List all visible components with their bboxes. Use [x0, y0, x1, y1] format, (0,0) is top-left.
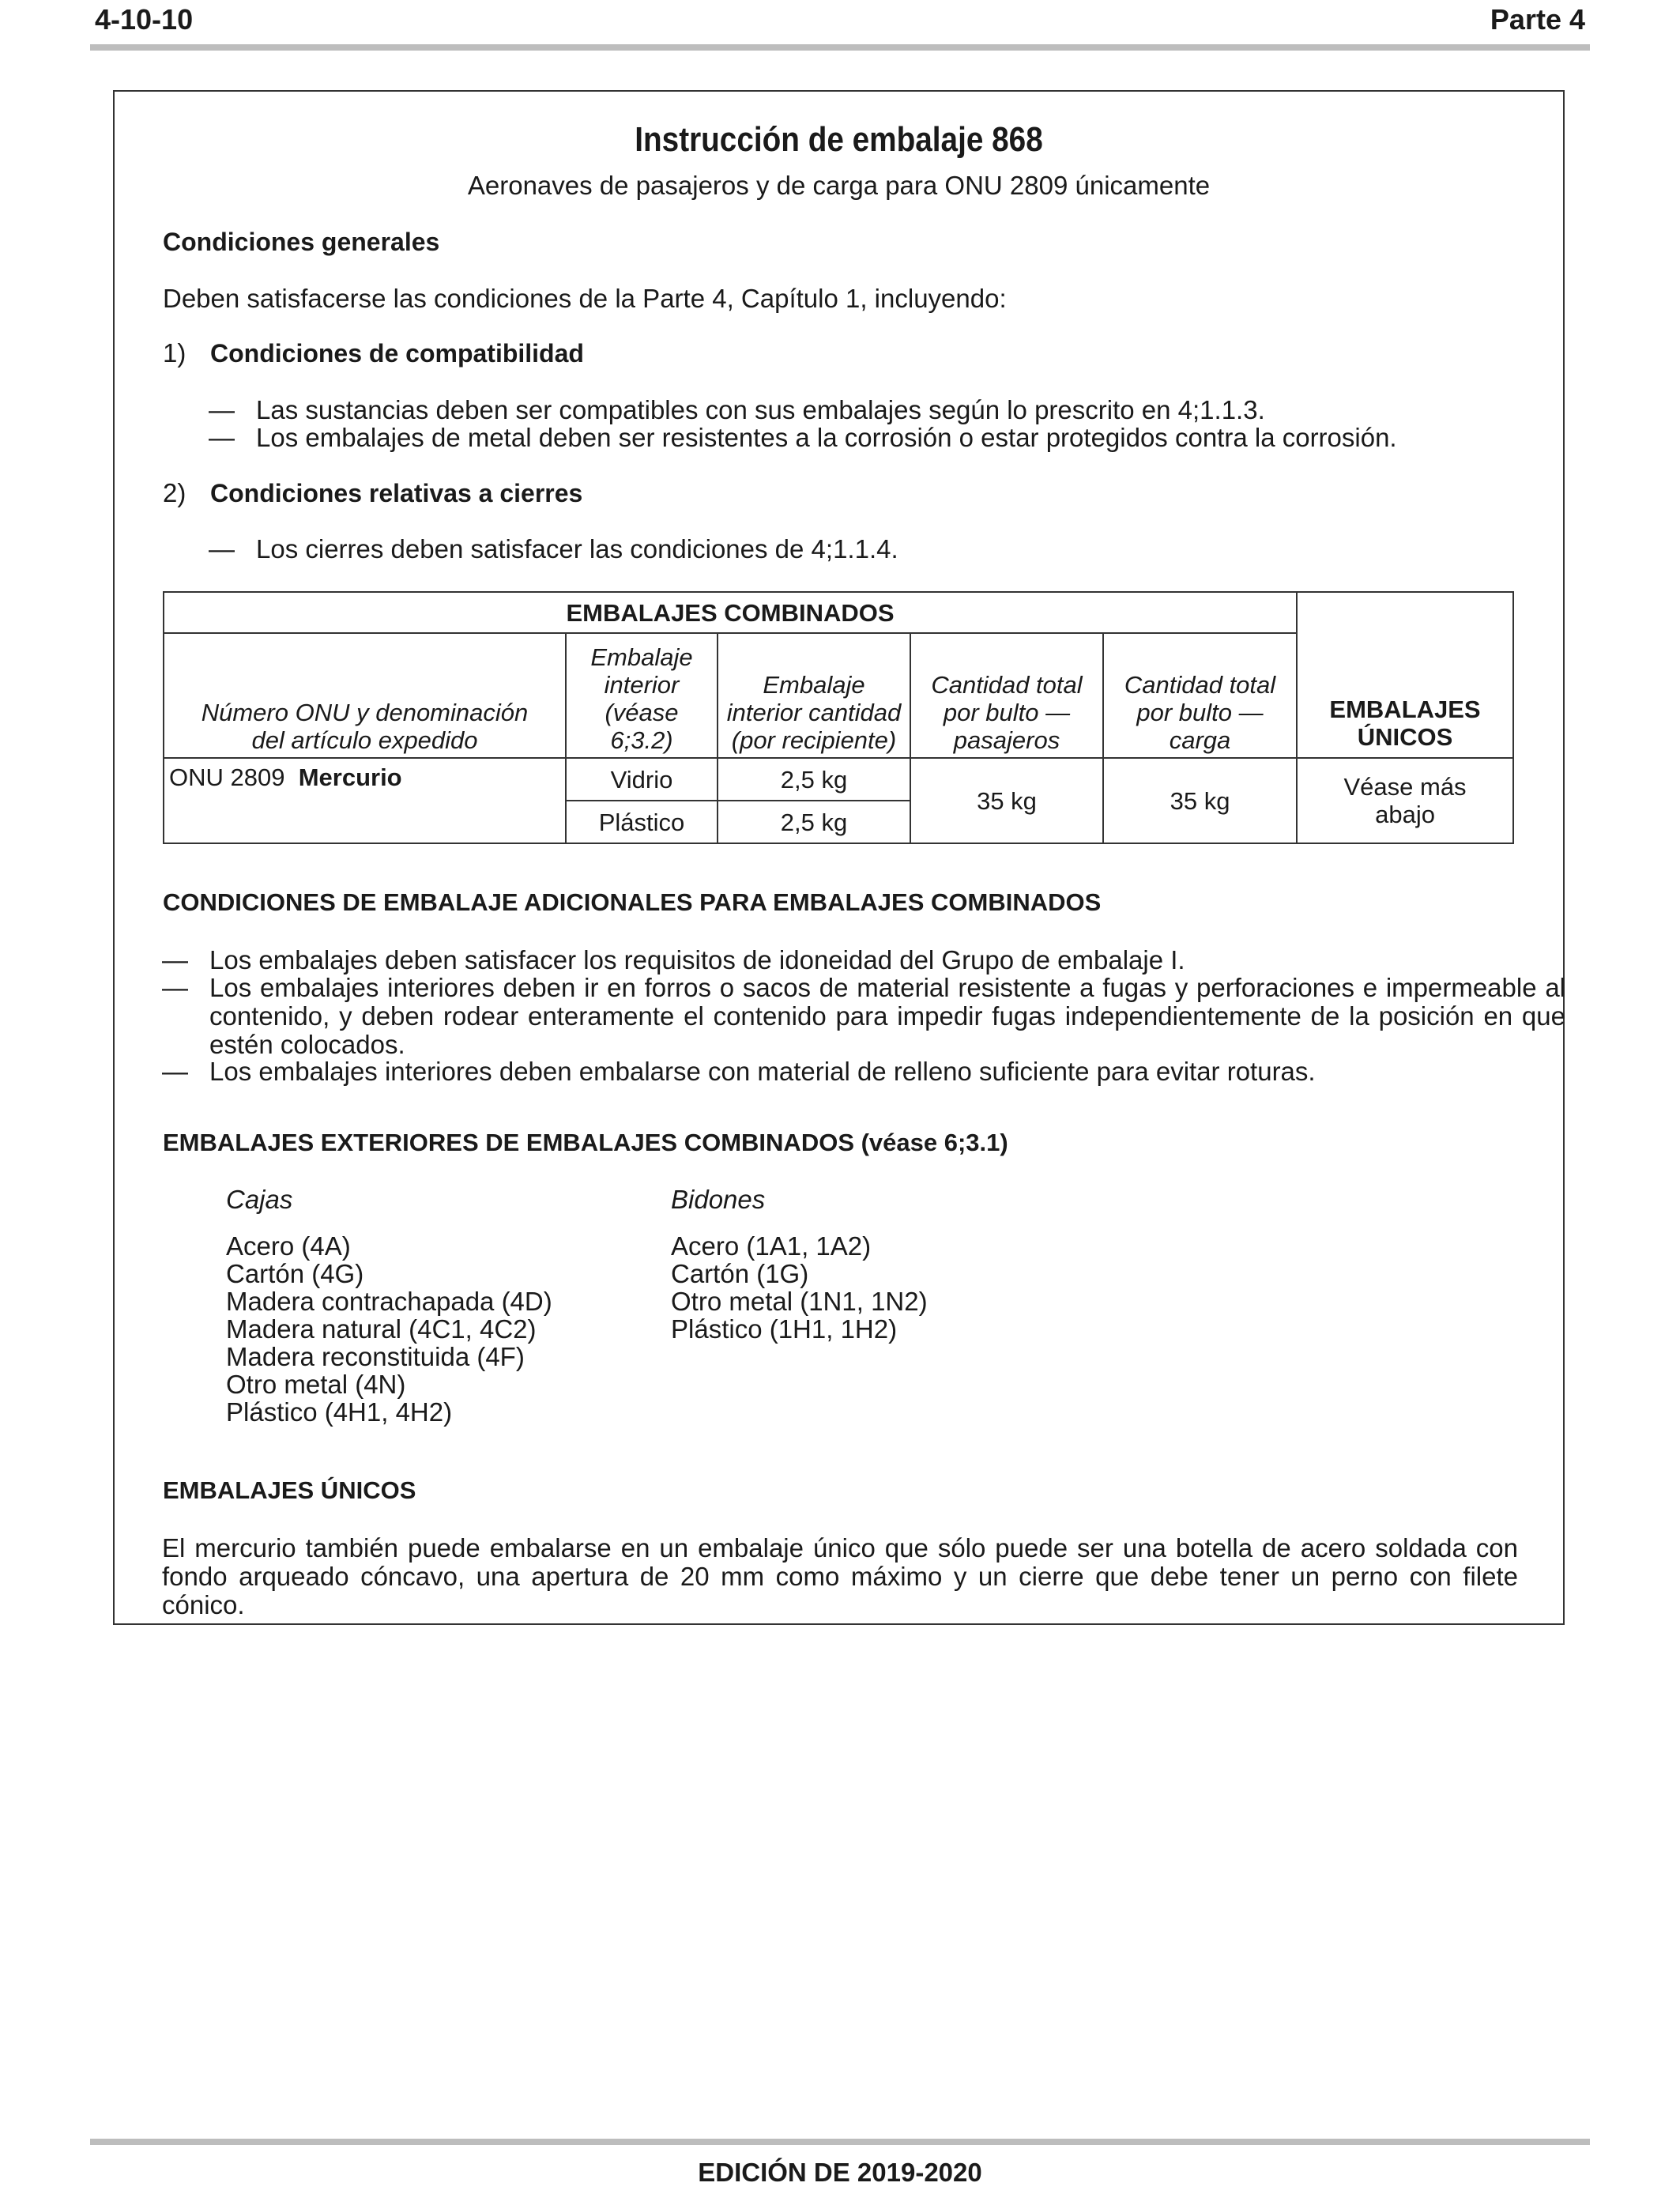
single-packagings-header: EMBALAJES ÚNICOS [1297, 592, 1513, 758]
condition-2-bullet-1 [209, 534, 898, 564]
instruction-title: Instrucción de embalaje 868 [635, 120, 1043, 159]
bullet-text: Las sustancias deben ser compatibles con sus embalajes según lo prescrito en 4;1.1.3. [256, 395, 1265, 424]
outer-packagings-heading: EMBALAJES EXTERIORES DE EMBALAJES COMBINADOS (véase 6;3.1) [163, 1129, 1008, 1156]
instruction-frame [113, 90, 1565, 1625]
box-item: Plástico (4H1, 4H2) [226, 1397, 453, 1427]
inner-material-2: Plástico [566, 801, 718, 843]
cargo-qty-column-header: Cantidad total por bulto — carga [1103, 633, 1297, 758]
dash-mark: — [162, 973, 188, 1002]
bullet-text: Los embalajes interiores deben ir en forros o sacos de material resistente a fugas y perforaciones e impermeable al contenido, y deben rodear enteramente el contenido para impedir fugas independientemente de la posición en que estén colocados. [209, 973, 1565, 1059]
bullet-text: Los embalajes de metal deben ser resistentes a la corrosión o estar protegidos contra la corrosión. [256, 423, 1397, 452]
drum-item: Plástico (1H1, 1H2) [671, 1314, 898, 1344]
condition-2-number: 2) [163, 478, 186, 507]
inner-column-header: Embalaje interior (véase 6;3.2) [566, 633, 718, 758]
single-packagings-text: El mercurio también puede embalarse en un embalaje único que sólo puede ser una botella de acero soldada con fondo arqueado cóncavo, una apertura de 20 mm como máximo y un cierre que debe tener un perno con filete cónico. [162, 1533, 1518, 1619]
box-item: Madera natural (4C1, 4C2) [226, 1314, 537, 1344]
additional-bullet-2 [162, 974, 1565, 1059]
additional-bullet-3 [162, 1057, 1565, 1086]
bullet-text: Los cierres deben satisfacer las condiciones de 4;1.1.4. [256, 534, 898, 564]
box-item: Cartón (4G) [226, 1259, 364, 1288]
condition-2 [163, 478, 582, 508]
un-entry-cell [164, 758, 566, 843]
condition-2-heading: Condiciones relativas a cierres [210, 479, 583, 507]
dash-mark: — [209, 395, 235, 424]
dash-mark: — [209, 534, 235, 564]
drums-title: Bidones [671, 1185, 766, 1214]
drums-list [671, 1186, 928, 1343]
header-rule [90, 44, 1590, 51]
additional-bullet-1 [162, 946, 1565, 974]
condition-1-bullet-1 [209, 395, 1265, 425]
drum-item: Otro metal (1N1, 1N2) [671, 1287, 928, 1316]
bullet-text: Los embalajes interiores deben embalarse con material de relleno suficiente para evitar roturas. [209, 1057, 1316, 1086]
part-label: Parte 4 [1490, 3, 1585, 36]
general-intro: Deben satisfacerse las condiciones de la Parte 4, Capítulo 1, incluyendo: [163, 284, 1007, 313]
boxes-list [226, 1186, 552, 1426]
inner-material-1: Vidrio [566, 758, 718, 801]
instruction-subtitle: Aeronaves de pasajeros y de carga para ONU 2809 únicamente [467, 171, 1211, 200]
cargo-total: 35 kg [1103, 758, 1297, 843]
inner-qty-1: 2,5 kg [718, 758, 910, 801]
box-item: Acero (4A) [226, 1231, 351, 1261]
bullet-text: Los embalajes deben satisfacer los requisitos de idoneidad del Grupo de embalaje I. [209, 945, 1185, 974]
single-packagings-note: Véase más abajo [1297, 758, 1513, 843]
condition-1-bullet-2 [209, 423, 1397, 453]
un-number: ONU 2809 [169, 763, 285, 791]
inner-qty-2: 2,5 kg [718, 801, 910, 843]
dash-mark: — [209, 423, 235, 452]
condition-1-heading: Condiciones de compatibilidad [210, 339, 584, 368]
edition-footer: EDICIÓN DE 2019-2020 [698, 2158, 982, 2187]
un-column-header: Número ONU y denominación del artículo expedido [164, 633, 566, 758]
condition-1 [163, 338, 584, 368]
dash-mark: — [162, 1057, 188, 1086]
box-item: Madera reconstituida (4F) [226, 1342, 525, 1371]
general-heading: Condiciones generales [163, 228, 440, 256]
footer-rule [90, 2139, 1590, 2145]
boxes-title: Cajas [226, 1185, 293, 1214]
condition-1-number: 1) [163, 338, 186, 368]
inner-qty-column-header: Embalaje interior cantidad (por recipiente) [718, 633, 910, 758]
un-name: Mercurio [298, 763, 402, 791]
dash-mark: — [162, 945, 188, 974]
single-packagings-heading: EMBALAJES ÚNICOS [163, 1476, 416, 1504]
passenger-qty-column-header: Cantidad total por bulto — pasajeros [910, 633, 1103, 758]
drum-item: Acero (1A1, 1A2) [671, 1231, 872, 1261]
box-item: Otro metal (4N) [226, 1370, 406, 1399]
passenger-total: 35 kg [910, 758, 1103, 843]
additional-conditions-heading: CONDICIONES DE EMBALAJE ADICIONALES PARA EMBALAJES COMBINADOS [163, 888, 1102, 916]
drum-item: Cartón (1G) [671, 1259, 809, 1288]
packing-table [163, 591, 1512, 843]
box-item: Madera contrachapada (4D) [226, 1287, 552, 1316]
page-number: 4-10-10 [95, 3, 194, 36]
combined-packagings-header: EMBALAJES COMBINADOS [164, 592, 1297, 633]
